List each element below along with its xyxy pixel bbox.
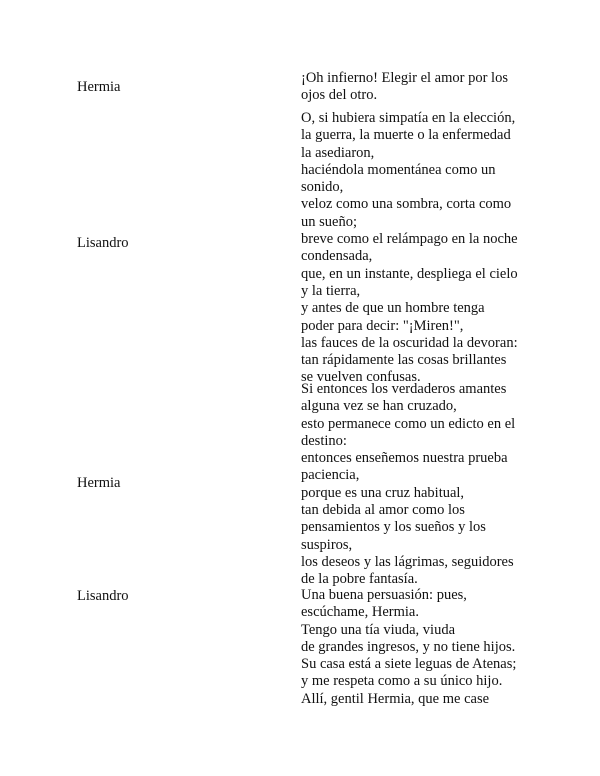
verse-line: y me respeta como a su único hijo. bbox=[301, 673, 503, 690]
verse-line: destino: bbox=[301, 432, 347, 449]
verse-line: Una buena persuasión: pues, bbox=[301, 587, 467, 603]
verse-line: tan rápidamente las cosas brillantes bbox=[301, 352, 507, 369]
speaker-name: Hermia bbox=[77, 475, 121, 491]
verse-line: los deseos y las lágrimas, seguidores bbox=[301, 553, 514, 570]
speaker-name: Lisandro bbox=[77, 235, 129, 251]
verse-block bbox=[301, 110, 541, 387]
verse-line: Su casa está a siete leguas de Atenas; bbox=[301, 656, 517, 673]
verse-line: Si entonces los verdaderos amantes bbox=[301, 381, 507, 397]
verse-line: y la tierra, bbox=[301, 282, 361, 299]
verse-line: la asediaron, bbox=[301, 144, 375, 161]
verse-block bbox=[301, 587, 541, 708]
verse-line: condensada, bbox=[301, 248, 373, 265]
verse-line: alguna vez se han cruzado, bbox=[301, 398, 457, 415]
verse-line: se vuelven confusas. bbox=[301, 369, 421, 386]
speaker-name: Hermia bbox=[77, 79, 121, 95]
verse-line: veloz como una sombra, corta como bbox=[301, 196, 512, 213]
verse-line: porque es una cruz habitual, bbox=[301, 484, 465, 501]
verse-line: escúchame, Hermia. bbox=[301, 604, 419, 621]
verse-line: Allí, gentil Hermia, que me case bbox=[301, 690, 490, 707]
verse-line: sonido, bbox=[301, 179, 344, 196]
verse-line: las fauces de la oscuridad la devoran: bbox=[301, 334, 518, 351]
verse-line: que, en un instante, despliega el cielo bbox=[301, 265, 518, 282]
verse-line: paciencia, bbox=[301, 467, 360, 484]
verse-line: un sueño; bbox=[301, 213, 357, 230]
verse-line: suspiros, bbox=[301, 536, 353, 553]
verse-line: haciéndola momentánea como un bbox=[301, 161, 496, 178]
verse-line: ojos del otro. bbox=[301, 87, 378, 104]
verse-line: entonces enseñemos nuestra prueba bbox=[301, 450, 508, 467]
verse-line: breve como el relámpago en la noche bbox=[301, 231, 518, 248]
verse-line: ¡Oh infierno! Elegir el amor por los bbox=[301, 70, 508, 86]
verse-line: poder para decir: "¡Miren!", bbox=[301, 317, 464, 334]
speaker-name: Lisandro bbox=[77, 588, 129, 604]
verse-line: la guerra, la muerte o la enfermedad bbox=[301, 127, 511, 144]
verse-line: de la pobre fantasía. bbox=[301, 571, 418, 588]
verse-line: y antes de que un hombre tenga bbox=[301, 300, 485, 317]
verse-line: Tengo una tía viuda, viuda bbox=[301, 621, 456, 638]
verse-line: O, si hubiera simpatía en la elección, bbox=[301, 110, 516, 126]
verse-line: pensamientos y los sueños y los bbox=[301, 519, 486, 536]
verse-line: de grandes ingresos, y no tiene hijos. bbox=[301, 638, 516, 655]
verse-line: tan debida al amor como los bbox=[301, 502, 465, 519]
verse-line: esto permanece como un edicto en el bbox=[301, 415, 516, 432]
verse-block bbox=[301, 70, 541, 105]
verse-block bbox=[301, 381, 541, 589]
